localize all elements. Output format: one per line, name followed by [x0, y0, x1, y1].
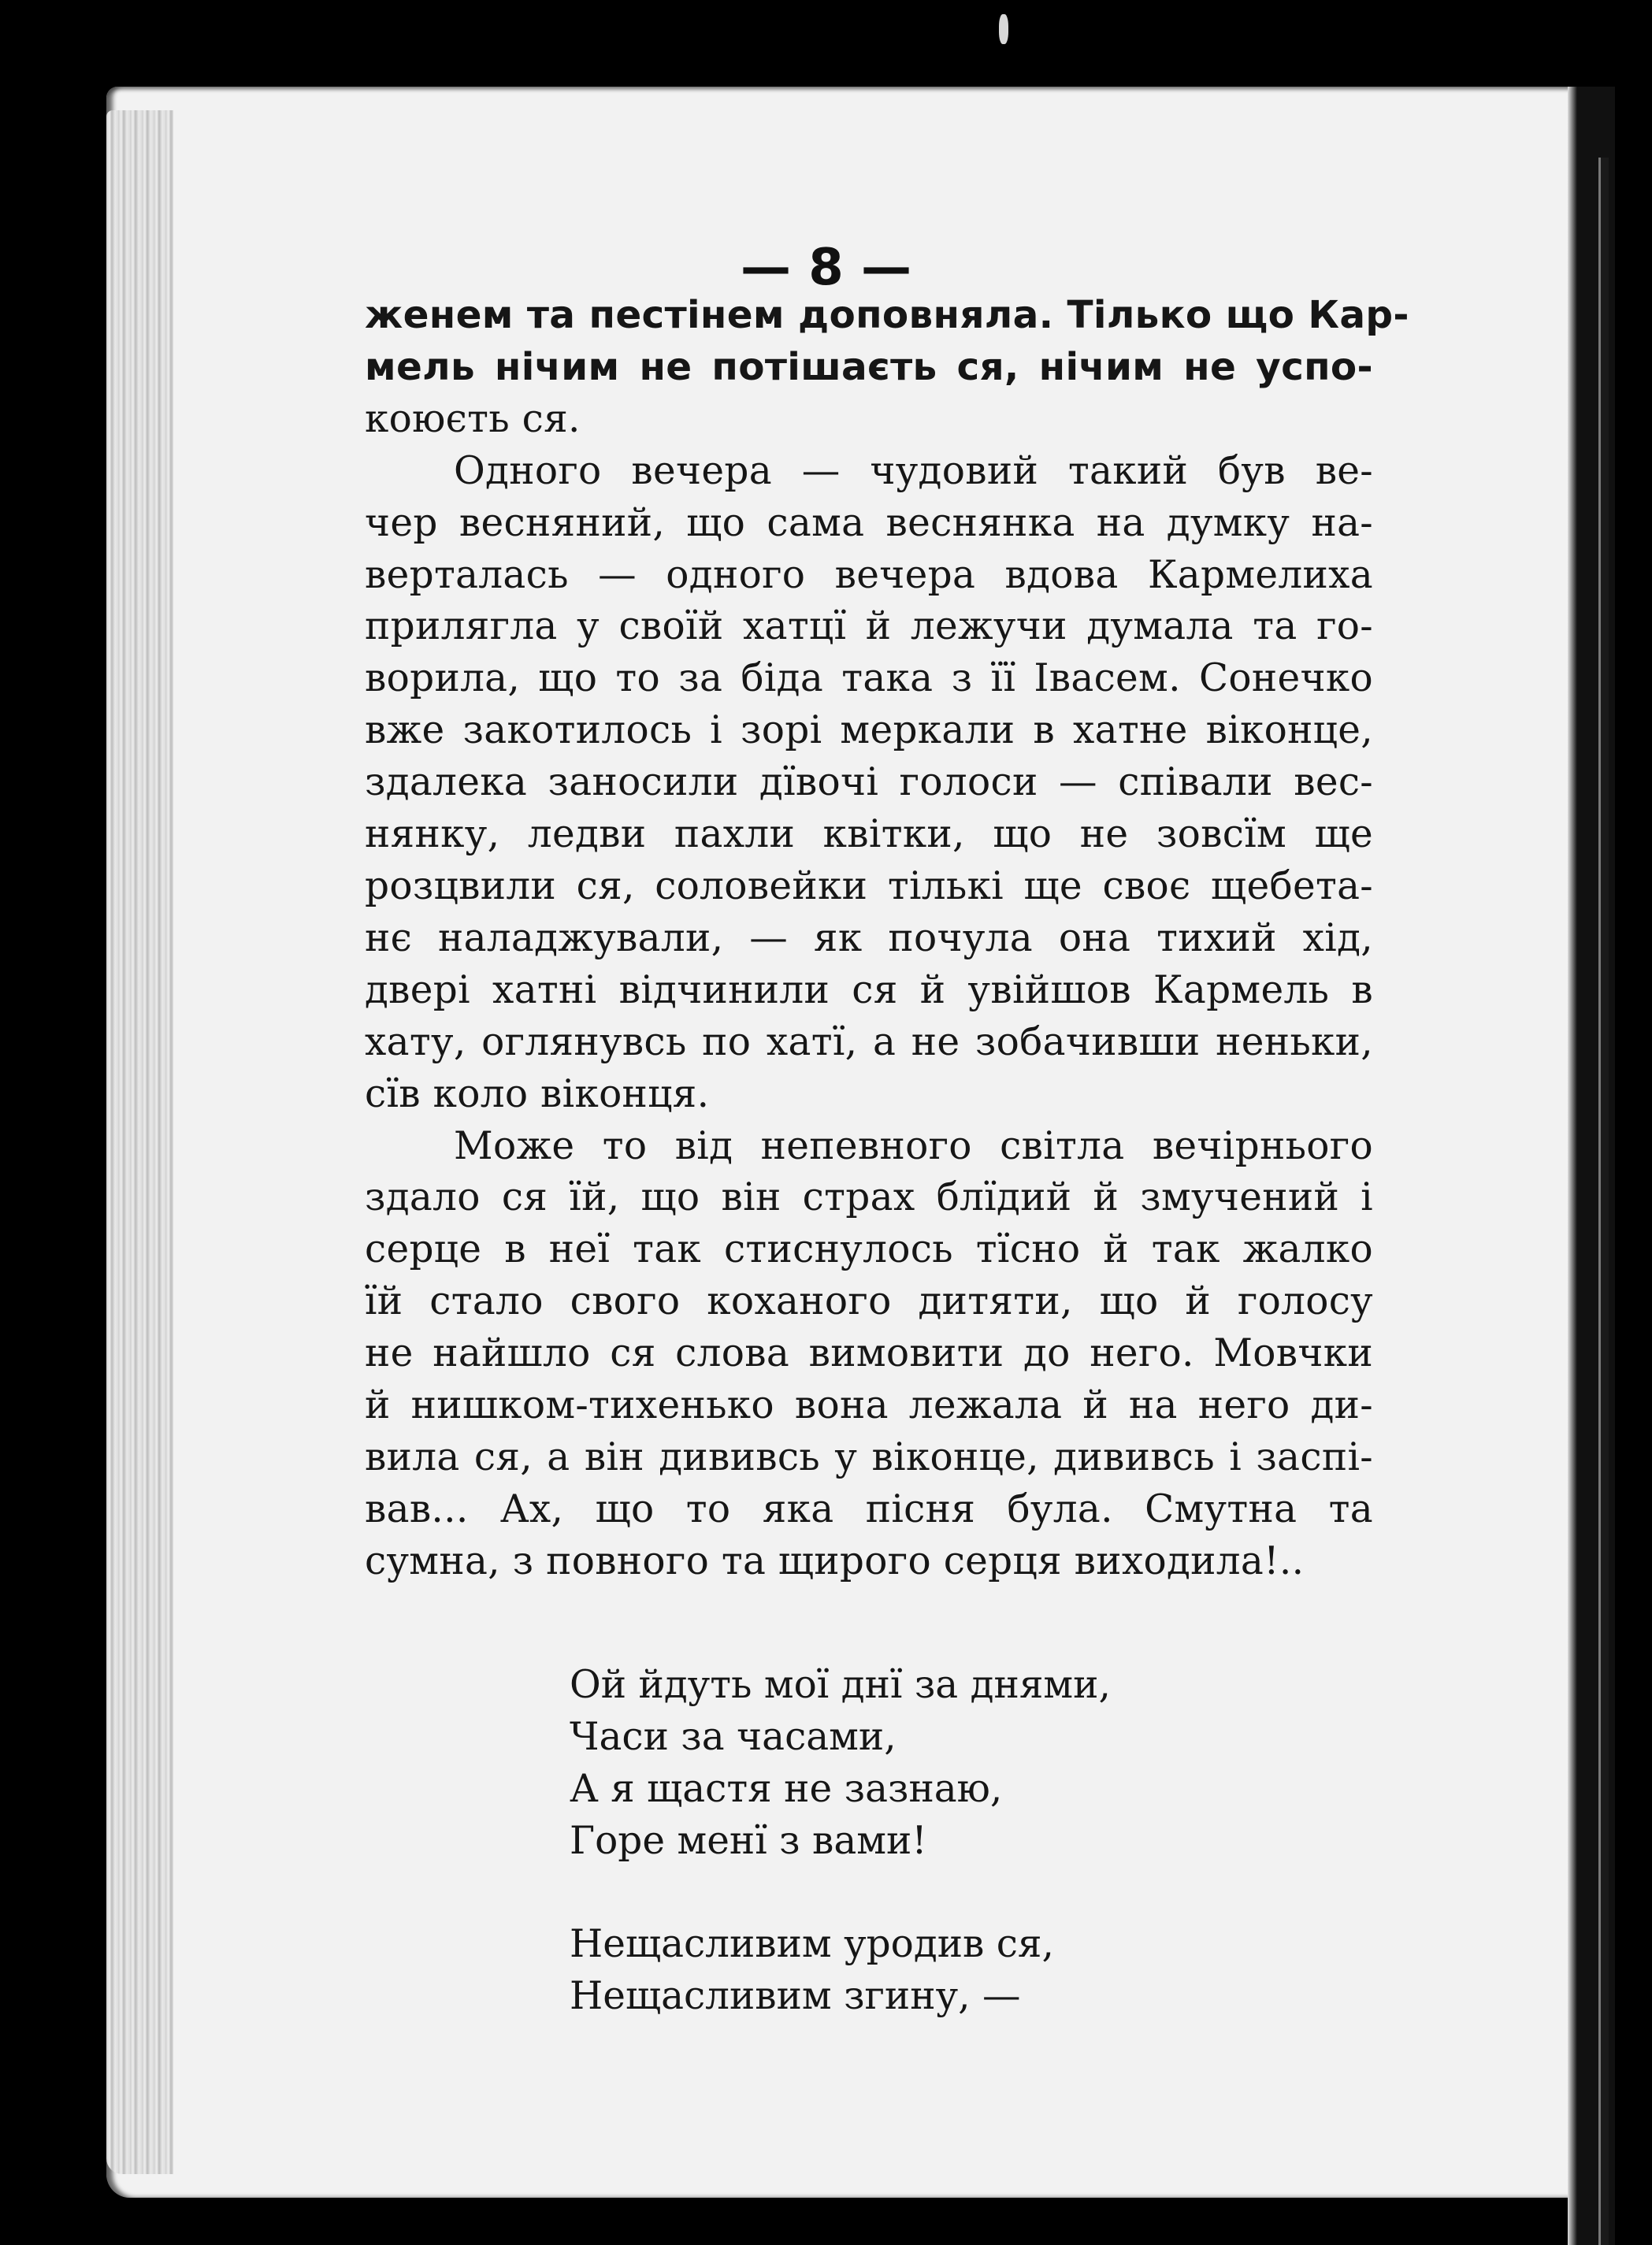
text-line: ворила, що то за біда така з її Івасем. Сонечко: [365, 656, 1373, 701]
text-line: нянку, ледви пахли квітки, що не зовсїм ще: [365, 812, 1373, 857]
text-line: вав... Ах, що то яка пісня була. Смутна та: [365, 1486, 1373, 1531]
text-line: сумна, з повного та щирого серця виходила!..: [365, 1538, 1305, 1583]
scan-speck: [999, 14, 1008, 44]
page-number: — 8 —: [740, 239, 912, 297]
verse-line: Нещасливим уродив ся,: [570, 1922, 1054, 1966]
text-line: розцвили ся, соловейки тількі ще своє щебета-: [365, 863, 1373, 908]
text-line: двері хатні відчинили ся й увійшов Кармель в: [365, 967, 1373, 1012]
page-right-shadow: [1568, 87, 1615, 2245]
verse-line: Нещасливим згину, —: [570, 1973, 1021, 2018]
paragraph-start: Одного вечера — чудовий такий був ве-: [454, 448, 1373, 493]
text-line: хату, оглянувсь по хатї, а не зобачивши неньки,: [365, 1019, 1373, 1064]
text-line: серце в неї так стиснулось тїсно й так жалко: [365, 1227, 1373, 1272]
text-line: їй стало свого коханого дитяти, що й голосу: [365, 1279, 1373, 1324]
paragraph-start: Може то від непевного світла вечірнього: [454, 1123, 1373, 1168]
text-line: женем та пестінем доповняла. Тілько що Кар-: [365, 293, 1409, 337]
page-binding-edge: [106, 110, 173, 2174]
text-line: мель нічим не потішаєть ся, нічим не успо-: [365, 344, 1373, 389]
verse-line: Часи за часами,: [570, 1714, 897, 1759]
text-line: сїв коло віконця.: [365, 1071, 710, 1116]
text-line: прилягла у своїй хатцї й лежучи думала та го-: [365, 604, 1373, 649]
text-line: вже закотилось і зорі меркали в хатне віконце,: [365, 708, 1373, 753]
text-line: й нишком-тихенько вона лежала й на него ди-: [365, 1383, 1373, 1428]
verse-stanza: [570, 1919, 1279, 2023]
prose-text: [365, 290, 1409, 1588]
text-line: здалека заносили дївочі голоси — співали вес-: [365, 760, 1373, 805]
text-line: здало ся їй, що він страх блїдий й змучений і: [365, 1175, 1373, 1220]
verse-line: Горе менї з вами!: [570, 1818, 927, 1863]
text-line: не найшло ся слова вимовити до него. Мовчки: [365, 1331, 1373, 1376]
page-right-border: [1598, 158, 1609, 2245]
text-line: вила ся, а він дививсь у віконце, дививсь і заспі-: [365, 1434, 1373, 1479]
text-line: верталась — одного вечера вдова Кармелиха: [365, 552, 1373, 597]
text-line: чер весняний, що сама веснянка на думку на-: [365, 500, 1373, 545]
verse-line: Ой йдуть мої днї за днями,: [570, 1663, 1111, 1707]
text-line: нє наладжували, — як почула она тихий хід,: [365, 915, 1373, 960]
verse-line: А я щастя не зазнаю,: [570, 1766, 1003, 1811]
verse-stanza: [570, 1660, 1279, 1868]
text-line: коюєть ся.: [365, 396, 581, 441]
